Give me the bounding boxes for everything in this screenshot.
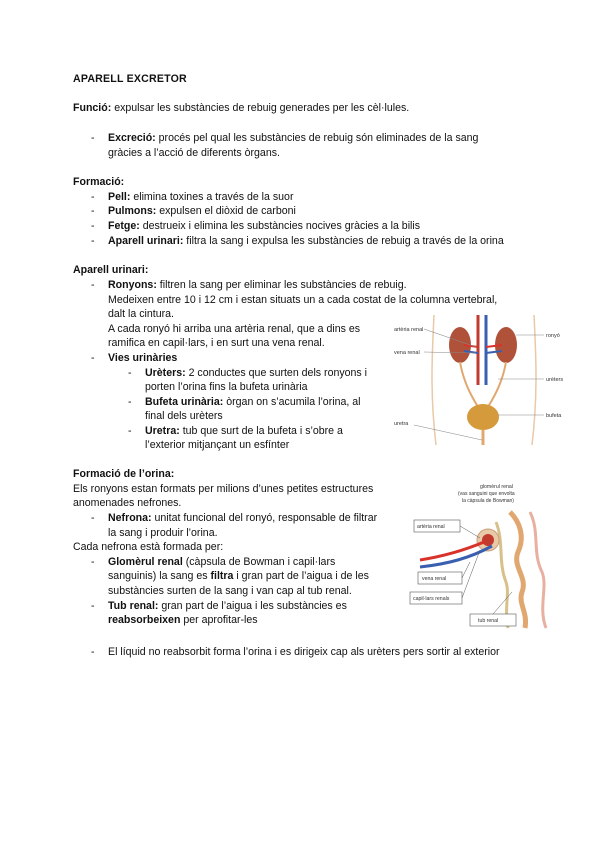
fig2-label-arteria: artèria renal — [417, 524, 445, 530]
bullet-dash: - — [91, 191, 95, 203]
glomerul-line1 — [108, 555, 335, 570]
ronyons-line2: Medeixen entre 10 i 12 cm i estan situats un a cada costat de la columna vertebral, — [108, 294, 498, 306]
page-title: APARELL EXCRETOR — [73, 73, 187, 85]
cada-nefrona: Cada nefrona està formada per: — [73, 541, 224, 553]
ronyons-line4: A cada ronyó hi arriba una artèria renal, que a dins es — [108, 323, 361, 335]
bullet-dash: - — [91, 235, 95, 247]
item-text: elimina toxines a través de la suor — [130, 191, 294, 203]
glomerul-line3: substàncies surten de la sang i van cap al tub renal. — [108, 585, 352, 597]
orina-heading-text: Formació de l’orina: — [73, 468, 175, 480]
ronyons-text: filtren la sang per eliminar les substàncies de rebuig. — [156, 279, 407, 291]
bullet-dash: - — [91, 556, 95, 568]
nefrona-text: unitat funcional del ronyó, responsable de filtrar — [151, 512, 378, 524]
fig1-label-uretra: uretra — [394, 421, 409, 427]
fig2-label-tub: tub renal — [478, 618, 499, 624]
ureters-line1 — [145, 366, 367, 381]
tub-label: Tub renal: — [108, 600, 159, 612]
orina-p2: anomenades nefrones. — [73, 497, 182, 509]
glomerul-text-a: sanguinis) la sang es — [108, 570, 211, 582]
bullet-dash: - — [91, 220, 95, 232]
bullet-dash: - — [128, 396, 132, 408]
bullet-dash: - — [91, 279, 95, 291]
bullet-dash: - — [91, 352, 95, 364]
vies-label: Vies urinàries — [108, 352, 178, 364]
item-text: filtra la sang i expulsa les substàncies de rebuig a través de la orina — [183, 235, 504, 247]
item-label: Pell: — [108, 191, 131, 203]
fig2-label-glomerul-sub1: (vas sanguini que envolta — [458, 491, 515, 497]
nefrona-line1 — [108, 511, 377, 526]
fig2-label-glomerul: glomèrul renal — [480, 484, 513, 490]
fig2-label-vena: vena renal — [422, 576, 447, 582]
ronyons-line5: ramifica en capil·lars, i en surt una vena renal. — [108, 337, 325, 349]
bullet-dash: - — [91, 132, 95, 144]
formacio-heading — [73, 175, 124, 190]
bullet-dash: - — [91, 512, 95, 524]
fig2-label-capil: capil·lars renals — [413, 596, 450, 602]
bufeta-line2: final dels urèters — [145, 410, 223, 422]
bullet-dash: - — [128, 367, 132, 379]
formacio-item-aparell — [108, 234, 504, 249]
nephron-illustration — [400, 482, 560, 630]
uretra-line2: l’exterior mitjançant un esfínter — [145, 439, 290, 451]
uretra-label: Uretra: — [145, 425, 180, 437]
funcio-label: Funció: — [73, 102, 112, 114]
excrecio-label: Excreció: — [108, 132, 156, 144]
vies-urinaries — [108, 351, 177, 366]
urinary-system-illustration — [394, 315, 574, 445]
item-text: destrueix i elimina les substàncies nocives gràcies a la bilis — [139, 220, 421, 232]
aparell-urinari-heading — [73, 263, 148, 278]
excrecio-line1 — [108, 131, 478, 146]
tub-text: gran part de l’aigua i les substàncies es — [158, 600, 347, 612]
nefrona-line2: la sang i produir l’orina. — [108, 527, 218, 539]
bullet-dash: - — [91, 600, 95, 612]
glomerul-line2 — [108, 569, 369, 584]
uretra-text: tub que surt de la bufeta i s’obre a — [179, 425, 343, 437]
tub-line1 — [108, 599, 347, 614]
excrecio-text: procés pel qual les substàncies de rebuig són eliminades de la sang — [155, 132, 479, 144]
formacio-item-fetge — [108, 219, 420, 234]
fig1-label-arteria: artèria renal — [394, 327, 424, 333]
glomerul-label: Glomèrul renal — [108, 556, 183, 568]
tub-line2 — [108, 613, 258, 628]
funcio-text: expulsar les substàncies de rebuig generades per les cèl·lules. — [111, 102, 410, 114]
ronyons-line1 — [108, 278, 407, 293]
formacio-heading-text: Formació: — [73, 176, 125, 188]
ronyons-label: Ronyons: — [108, 279, 157, 291]
bullet-dash: - — [91, 646, 95, 658]
item-label: Aparell urinari: — [108, 235, 184, 247]
item-label: Fetge: — [108, 220, 140, 232]
tub-reabsorbeixen: reabsorbeixen — [108, 614, 181, 626]
urinary-system-figure — [394, 315, 574, 445]
glomerul-text-c: i gran part de l’aigua i de les — [233, 570, 369, 582]
item-text: expulsen el diòxid de carboni — [156, 205, 296, 217]
formacio-item-pulmons — [108, 204, 296, 219]
uretra-line1 — [145, 424, 343, 439]
bufeta-label: Bufeta urinària: — [145, 396, 224, 408]
ureters-line2: porten l’orina fins la bufeta urinària — [145, 381, 308, 393]
tub-text-b: per aprofitar-les — [180, 614, 258, 626]
fig1-label-ureters: urèters — [546, 377, 564, 383]
excrecio-line2: gràcies a l’acció de diferents òrgans. — [108, 147, 280, 159]
item-label: Pulmons: — [108, 205, 157, 217]
nephron-figure — [400, 482, 560, 630]
orina-heading — [73, 467, 174, 482]
fig1-label-ronyo: ronyó — [546, 333, 560, 339]
nefrona-label: Nefrona: — [108, 512, 152, 524]
bullet-dash: - — [128, 425, 132, 437]
glomerul-filtra: filtra — [210, 570, 234, 582]
ronyons-line3: dalt la cintura. — [108, 308, 174, 320]
final-line: El líquid no reabsorbit forma l’orina i es dirigeix cap als urèters pers sortir al exterior — [108, 646, 500, 658]
orina-p1: Els ronyons estan formats per milions d’unes petites estructures — [73, 483, 374, 495]
fig2-label-glomerul-sub2: la càpsula de Bowman) — [462, 498, 514, 504]
ureters-text: 2 conductes que surten dels ronyons i — [185, 367, 368, 379]
ureters-label: Urèters: — [145, 367, 186, 379]
fig1-label-bufeta: bufeta — [546, 413, 562, 419]
fig1-label-vena: vena renal — [394, 350, 420, 356]
bullet-dash: - — [91, 205, 95, 217]
glomerul-text: (càpsula de Bowman i capil·lars — [182, 556, 336, 568]
bufeta-line1 — [145, 395, 361, 410]
aparell-urinari-heading-text: Aparell urinari: — [73, 264, 149, 276]
funcio-line — [73, 101, 409, 116]
formacio-item-pell — [108, 190, 293, 205]
bufeta-text: òrgan on s’acumila l’orina, al — [223, 396, 361, 408]
